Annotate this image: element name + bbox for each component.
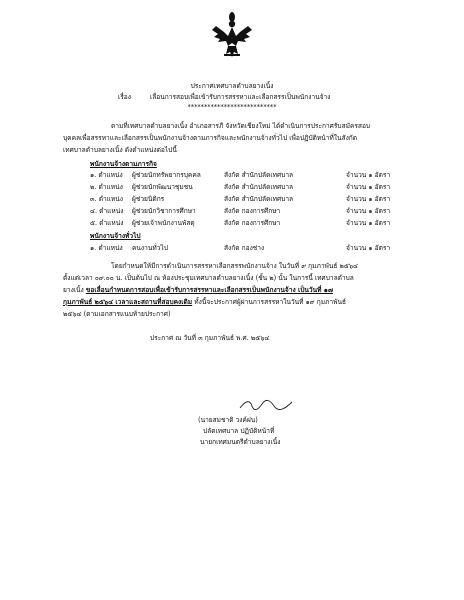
body-line-5: ๒๕๖๔ (ตามเอกสารแนบท้ายประกาศ) xyxy=(63,310,171,318)
position-name: ผู้ช่วยนักทรัพยากรบุคคล xyxy=(132,171,201,179)
position-affiliation: สังกัด กองการศึกษา xyxy=(224,207,281,215)
star-separator: *************************** xyxy=(187,103,277,111)
position-number: ๕. ตำแหน่ง xyxy=(90,219,124,227)
position-number: ๒. ตำแหน่ง xyxy=(90,183,123,191)
position-affiliation: สังกัด สำนักปลัดเทศบาล xyxy=(224,183,294,191)
announcement-date-notice: ทั้งนี้จะประกาศผู้ผ่านการสรรหาในวันที่ ๑๙ กุมภาพันธ์ xyxy=(192,298,346,306)
group-title-general: พนักงานจ้างทั่วไป xyxy=(90,232,141,240)
body-line-1: โดยกำหนดให้มีการดำเนินการสรรหาเลือกสรรพนักงานจ้าง ในวันที่ ๙ กุมภาพันธ์ ๒๕๖๔ xyxy=(111,262,359,270)
dated-line: ประกาศ ณ วันที่ ๓ กุมภาพันธ์ พ.ศ. ๒๕๖๔ xyxy=(150,334,270,342)
intro-line-3: เทศบาลตำบลยางเนิ้ง ดังตำแหน่งต่อไปนี้ xyxy=(63,146,177,154)
position-name: ผู้ช่วยเจ้าพนักงานพัสดุ xyxy=(132,219,195,227)
position-name: คนงานทั่วไป xyxy=(132,244,168,252)
position-number: ๔. ตำแหน่ง xyxy=(90,207,124,215)
body-line-4 xyxy=(63,298,346,307)
position-name: ผู้ช่วยนิติกร xyxy=(132,195,165,203)
position-affiliation: สังกัด กองการศึกษา xyxy=(224,219,281,227)
body-line-3-lead: ยางเนิ้ง xyxy=(63,286,86,294)
position-quantity: จำนวน ๑ อัตรา xyxy=(346,244,391,252)
position-name: ผู้ช่วยนักพัฒนาชุมชน xyxy=(132,183,193,191)
position-number: ๑. ตำแหน่ง xyxy=(90,244,123,252)
position-quantity: จำนวน ๑ อัตรา xyxy=(346,183,391,191)
group-title-mission: พนักงานจ้างตามภารกิจ xyxy=(90,160,157,168)
intro-line-2: บุคคลเพื่อสรรหาและเลือกสรรเป็นพนักงานจ้างตามภารกิจและพนักงานจ้างทั่วไป เพื่อปฏิบัติหน้าที่ในสังกัด xyxy=(63,134,358,142)
position-number: ๑. ตำแหน่ง xyxy=(90,171,123,179)
position-name: ผู้ช่วยนักวิชาการศึกษา xyxy=(132,207,196,215)
postponement-notice: ขอเลื่อนกำหนดการสอบเพื่อเข้ารับการสรรหาและเลือกสรรเป็นพนักงานจ้าง เป็นวันที่ ๑๗ xyxy=(85,286,333,294)
intro-line-1: ตามที่เทศบาลตำบลยางเนิ้ง อำเภอสารภี จังหวัดเชียงใหม่ ได้ดำเนินการประกาศรับสมัครสอบ xyxy=(111,122,371,130)
org-title: ประกาศเทศบาลตำบลยางเนิ้ง xyxy=(190,82,274,90)
signer-title-2: นายกเทศมนตรีตำบลยางเนิ้ง xyxy=(200,438,281,446)
garuda-emblem xyxy=(210,10,254,58)
handwritten-signature xyxy=(238,398,294,412)
signer-title-1: ปลัดเทศบาล ปฏิบัติหน้าที่ xyxy=(203,427,275,435)
position-quantity: จำนวน ๑ อัตรา xyxy=(346,219,391,227)
position-quantity: จำนวน ๑ อัตรา xyxy=(346,171,391,179)
position-affiliation: สังกัด สำนักปลัดเทศบาล xyxy=(224,195,294,203)
position-number: ๓. ตำแหน่ง xyxy=(90,195,124,203)
body-line-3 xyxy=(63,286,333,295)
position-affiliation: สังกัด สำนักปลัดเทศบาล xyxy=(224,171,294,179)
position-affiliation: สังกัด กองช่าง xyxy=(224,244,265,252)
new-date-notice: กุมภาพันธ์ ๒๕๖๔ เวลาและสถานที่สอบคงเดิม xyxy=(63,298,193,306)
position-quantity: จำนวน ๑ อัตรา xyxy=(346,207,391,215)
body-line-2: ตั้งแต่เวลา ๐๙.๐๐ น. เป็นต้นไป ณ ห้องประชุมเทศบาลตำบลยางเนิ้ง (ชั้น ๒) นั้น ในการนี้ เทศบาลตำบล xyxy=(63,274,354,282)
subject-text: เลื่อนการสอบเพื่อเข้ารับการสรรหาและเลือกสรรเป็นพนักงานจ้าง xyxy=(150,93,331,101)
signer-name: (นายสมชาติ วงค์ฝน) xyxy=(198,416,258,424)
position-quantity: จำนวน ๑ อัตรา xyxy=(346,195,391,203)
subject-label: เรื่อง xyxy=(118,93,131,101)
